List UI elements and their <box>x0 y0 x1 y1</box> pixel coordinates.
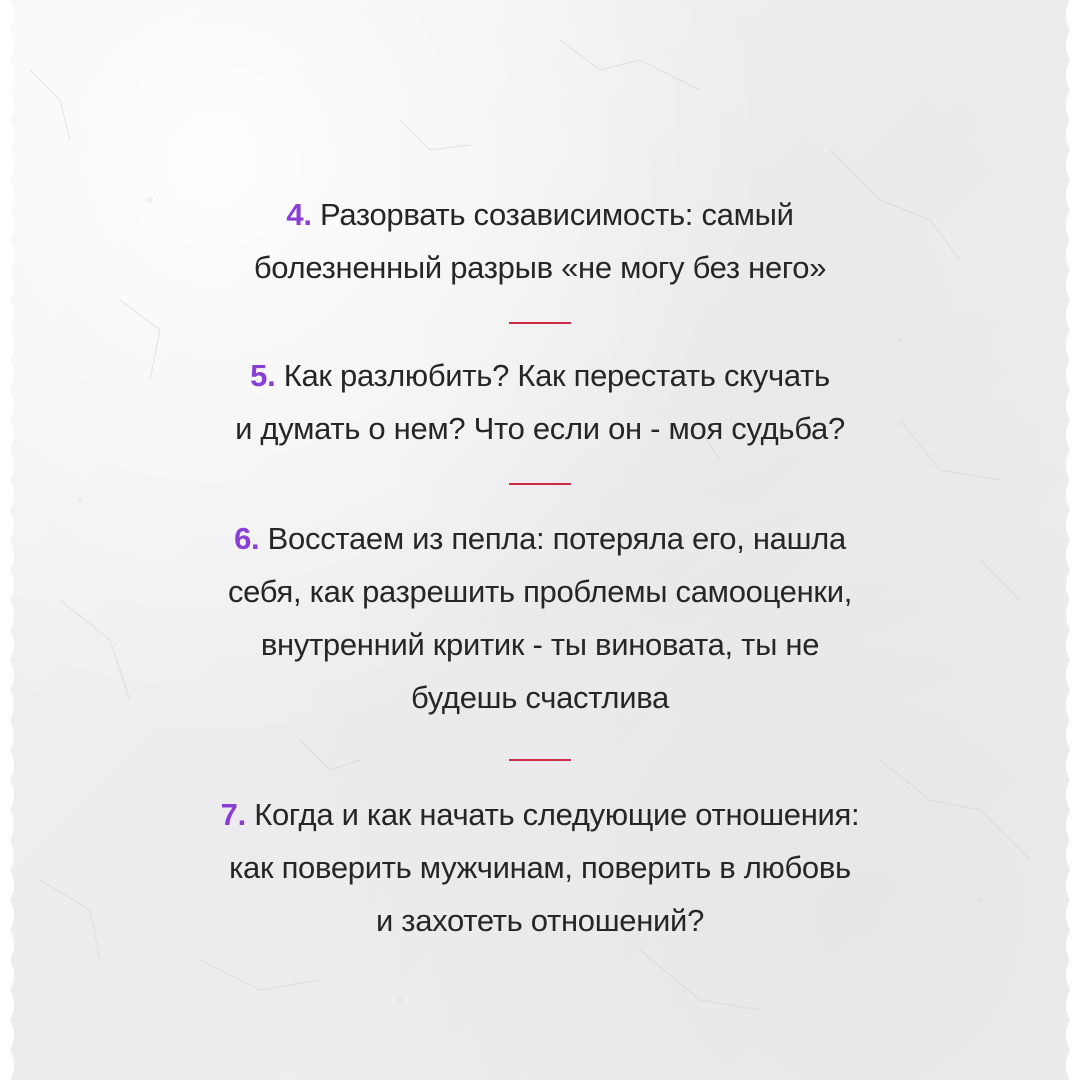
list-item-line: будешь счастлива <box>410 680 670 715</box>
torn-edge-right <box>1058 0 1080 1080</box>
list-item <box>90 788 990 947</box>
list-item-line <box>90 788 990 841</box>
list-item-line: как поверить мужчинам, поверить в любовь <box>229 850 851 885</box>
divider <box>509 322 571 324</box>
list-item <box>90 512 990 724</box>
list-item-line <box>90 349 990 402</box>
list-item-line <box>90 512 990 565</box>
list-item-line: внутренний критик - ты виновата, ты не <box>260 627 820 662</box>
item-text: Когда и как начать следующие отношения: <box>254 797 860 832</box>
item-text: Как разлюбить? Как перестать скучать <box>283 358 830 393</box>
item-number: 6. <box>234 521 260 556</box>
divider <box>509 759 571 761</box>
list-item-line <box>90 188 990 241</box>
list-item <box>90 188 990 294</box>
item-number: 7. <box>220 797 246 832</box>
divider <box>509 483 571 485</box>
list-item-line: и захотеть отношений? <box>375 903 705 938</box>
item-number: 4. <box>286 197 312 232</box>
item-number: 5. <box>250 358 276 393</box>
list-item <box>90 349 990 455</box>
item-text: Восстаем из пепла: потеряла его, нашла <box>267 521 846 556</box>
torn-edge-left <box>0 0 22 1080</box>
item-text: Разорвать созависимость: самый <box>319 197 794 232</box>
list-item-line: себя, как разрешить проблемы самооценки, <box>227 574 853 609</box>
list-item-line: и думать о нем? Что если он - моя судьба? <box>235 411 845 446</box>
topic-list <box>90 188 990 947</box>
list-item-line: болезненный разрыв «не могу без него» <box>253 250 827 285</box>
